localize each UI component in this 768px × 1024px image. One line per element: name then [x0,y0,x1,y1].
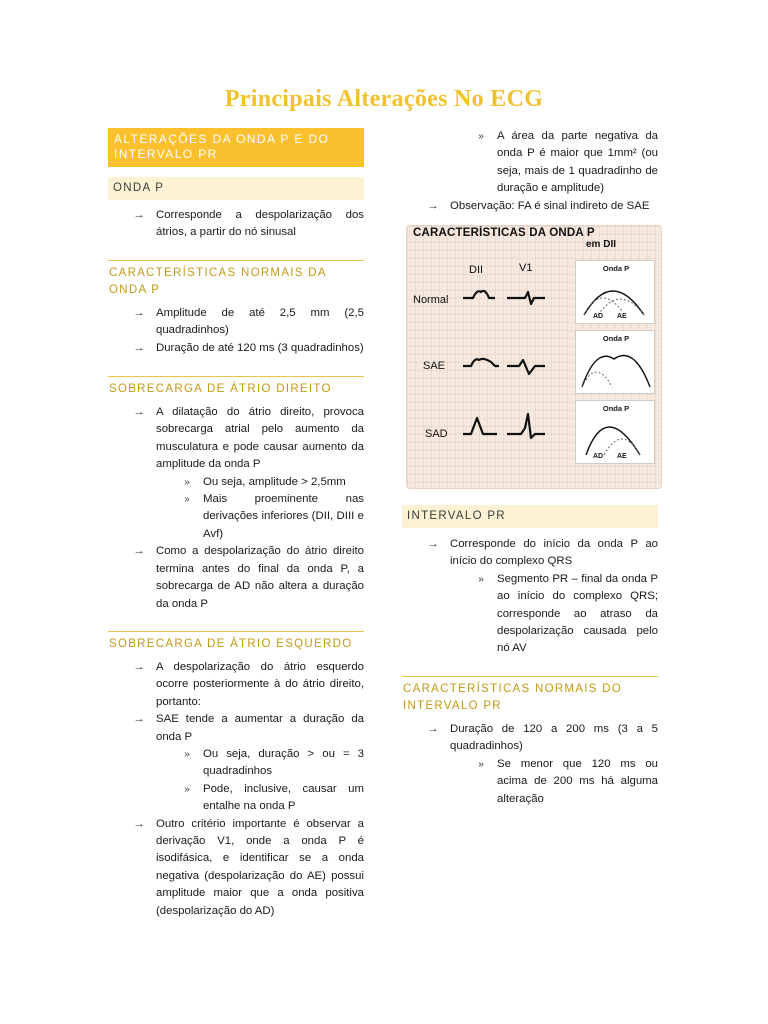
section-band-header: ALTERAÇÕES DA ONDA P E DO INTERVALO PR [108,128,364,167]
sobrecarga-ae-header: SOBRECARGA DE ÁTRIO ESQUERDO [108,631,364,653]
p-wave-normal-curve [576,261,656,325]
arrow-icon: → [133,545,145,558]
bullet-item: → A despolarização do átrio esquerdo ocorre posteriormente à do átrio direito, portanto: [108,659,364,711]
sub-bullet-icon: » [184,748,190,760]
ecg-sae-label: SAE [423,360,446,373]
sub-bullet-icon: » [184,783,190,795]
intervalo-pr-header: INTERVALO PR [402,505,658,528]
arrow-icon: → [133,306,145,319]
sub-bullet-item: » Pode, inclusive, causar um entalhe na onda P [108,781,364,816]
sub-bullet-item: » Ou seja, duração > ou = 3 quadradinhos [108,746,364,781]
caracteristicas-onda-p-header: CARACTERÍSTICAS NORMAIS DA ONDA P [108,260,364,299]
bullet-item: → Duração de 120 a 200 ms (3 a 5 quadradinhos) [402,721,658,756]
arrow-icon: → [133,406,145,419]
onda-p-header: ONDA P [108,177,364,200]
ecg-normal-label: Normal [413,294,449,307]
ecg-sad-label: SAD [425,428,448,441]
sub-bullet-item: » Se menor que 120 ms ou acima de 200 ms há alguma alteração [402,756,658,808]
arrow-icon: → [133,209,145,221]
sub-bullet-icon: » [478,131,484,142]
p-wave-box-sae: Onda P [575,330,655,394]
caracteristicas-pr-header: CARACTERÍSTICAS NORMAIS DO INTERVALO PR [402,676,658,715]
left-column [108,128,364,920]
bullet-item: → Observação: FA é sinal indireto de SAE [402,198,658,215]
sub-bullet-icon: » [184,476,190,488]
bullet-item: → Outro critério importante é observar a derivação V1, onde a onda P é isodifásica, e identificar se a onda negativa (despolarização do AE) possui amplitude maior que a onda positiva (despolarização do AD) [108,816,364,920]
sub-bullet-icon: » [478,758,484,770]
bullet-item: → SAE tende a aumentar a duração da onda P [108,711,364,746]
arrow-icon: → [427,722,439,735]
ecg-dii-label: DII [469,264,484,277]
sub-bullet-icon: » [478,573,484,585]
ecg-figure-title: CARACTERÍSTICAS DA ONDA P [413,227,595,240]
arrow-icon: → [427,199,439,212]
ecg-em-dii-label: em DII [586,239,617,251]
bullet-item: → Duração de até 120 ms (3 quadradinhos) [108,340,364,357]
ecg-v1-label: V1 [519,262,533,275]
ecg-figure [406,225,662,489]
p-wave-sad-curve [576,401,656,465]
bullet-item: → A dilatação do átrio direito, provoca sobrecarga atrial pelo aumento da musculatura e pode causar aumento da amplitude da onda P [108,404,364,474]
bullet-item: → Corresponde a despolarização dos átrios, a partir do nó sinusal [108,207,364,242]
p-wave-sae-curve [576,331,656,395]
sobrecarga-ad-header: SOBRECARGA DE ÁTRIO DIREITO [108,376,364,398]
bullet-item: → Como a despolarização do átrio direito termina antes do final da onda P, a sobrecarga de AD não altera a duração da onda P [108,543,364,613]
sub-bullet-icon: » [184,494,190,506]
sub-bullet-item: » Ou seja, amplitude > 2,5mm [108,474,364,491]
sub-bullet-item: » Mais proeminente nas derivações inferiores (DII, DIII e Avf) [108,491,364,543]
arrow-icon: → [133,817,145,830]
bullet-item: → Corresponde do início da onda P ao início do complexo QRS [402,536,658,571]
p-wave-box-sad: Onda P AD AE [575,400,655,464]
sub-bullet-item: » Segmento PR – final da onda P ao início do complexo QRS; corresponde ao atraso da despolarização causada pelo nó AV [402,571,658,658]
arrow-icon: → [133,660,145,673]
page-title: Principais Alterações No ECG [224,86,544,112]
right-column [402,128,658,808]
arrow-icon: → [133,713,145,726]
arrow-icon: → [427,538,439,551]
p-wave-box-normal: Onda P AD AE [575,260,655,324]
bullet-item: → Amplitude de até 2,5 mm (2,5 quadradinhos) [108,305,364,340]
arrow-icon: → [133,341,145,354]
sub-bullet-item: » A área da parte negativa da onda P é maior que 1mm² (ou seja, mais de 1 quadradinho de duração e amplitude) [402,128,658,198]
